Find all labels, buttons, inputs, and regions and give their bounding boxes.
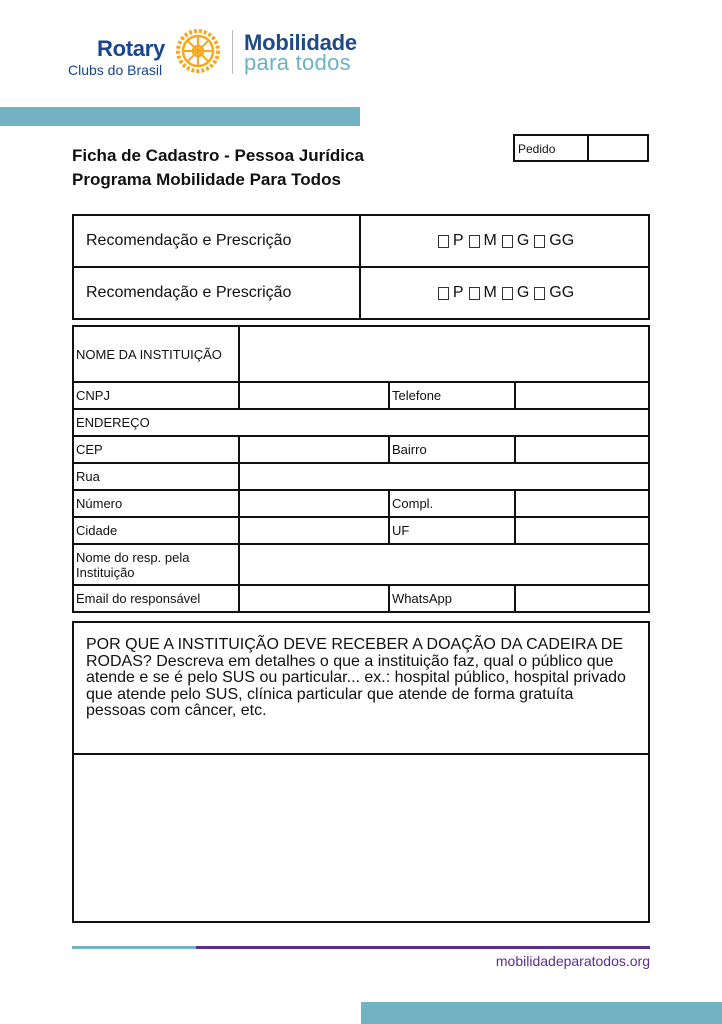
program-logo-subtitle: para todos: [244, 50, 351, 75]
recommendation-row: [74, 216, 648, 266]
form-subtitle: Programa Mobilidade Para Todos: [72, 170, 341, 189]
size-options: [361, 268, 648, 318]
pedido-label: Pedido: [515, 136, 589, 160]
form-title: Ficha de Cadastro - Pessoa Jurídica: [72, 146, 364, 165]
logo-divider: [232, 30, 233, 74]
compl-label: Compl.: [390, 491, 516, 516]
row-nome: [74, 327, 648, 381]
endereco-label: ENDEREÇO: [76, 415, 150, 430]
email-label: Email do responsável: [74, 586, 240, 611]
cnpj-label: CNPJ: [74, 383, 240, 408]
nome-field[interactable]: [240, 327, 648, 381]
whatsapp-label: WhatsApp: [390, 586, 516, 611]
decorative-bar-top: [0, 107, 360, 126]
recommendation-label: Recomendação e Prescrição: [74, 268, 361, 318]
rotary-wheel-icon: [175, 28, 221, 74]
checkbox-m[interactable]: [469, 235, 480, 248]
row-cep: [74, 435, 648, 462]
row-responsavel: [74, 543, 648, 584]
row-numero: [74, 489, 648, 516]
pedido-field[interactable]: [589, 136, 647, 160]
telefone-label: Telefone: [390, 383, 516, 408]
checkbox-gg[interactable]: [534, 235, 545, 248]
numero-label: Número: [74, 491, 240, 516]
telefone-field[interactable]: [516, 383, 648, 408]
bairro-field[interactable]: [516, 437, 648, 462]
cep-label: CEP: [74, 437, 240, 462]
checkbox-g[interactable]: [502, 235, 513, 248]
rotary-logo-text: Rotary: [97, 36, 165, 61]
whatsapp-field[interactable]: [516, 586, 648, 611]
question-box: [72, 621, 650, 923]
checkbox-g[interactable]: [502, 287, 513, 300]
row-endereco: [74, 408, 648, 435]
program-logo-text: Mobilidade: [244, 30, 357, 55]
row-cidade: [74, 516, 648, 543]
website-link[interactable]: mobilidadeparatodos.org: [495, 953, 650, 969]
row-email: [74, 584, 648, 611]
size-label: GG: [549, 284, 575, 301]
recommendation-table: [72, 214, 650, 320]
size-label: GG: [549, 232, 575, 249]
checkbox-p[interactable]: [438, 235, 449, 248]
recommendation-row: [74, 266, 648, 318]
numero-field[interactable]: [240, 491, 390, 516]
footer-line-teal: [72, 946, 196, 949]
bairro-label: Bairro: [390, 437, 516, 462]
email-field[interactable]: [240, 586, 390, 611]
uf-label: UF: [390, 518, 516, 543]
checkbox-m[interactable]: [469, 287, 480, 300]
size-label: G: [516, 232, 530, 249]
size-label: P: [452, 284, 464, 301]
size-label: M: [483, 232, 497, 249]
recommendation-label: Recomendação e Prescrição: [74, 216, 361, 266]
size-label: P: [452, 232, 464, 249]
uf-field[interactable]: [516, 518, 648, 543]
rua-field[interactable]: [240, 464, 648, 489]
checkbox-gg[interactable]: [534, 287, 545, 300]
responsavel-label: Nome do resp. pela Instituição: [74, 545, 240, 584]
footer-line-purple: [196, 946, 650, 949]
nome-label: NOME DA INSTITUIÇÃO: [74, 327, 240, 381]
size-options: [361, 216, 648, 266]
checkbox-p[interactable]: [438, 287, 449, 300]
rotary-logo-subtitle: Clubs do Brasil: [68, 62, 163, 78]
row-rua: [74, 462, 648, 489]
cnpj-field[interactable]: [240, 383, 390, 408]
compl-field[interactable]: [516, 491, 648, 516]
responsavel-field[interactable]: [240, 545, 648, 584]
answer-field[interactable]: [74, 755, 648, 921]
rua-label: Rua: [74, 464, 240, 489]
cep-field[interactable]: [240, 437, 390, 462]
decorative-bar-bottom: [361, 1002, 722, 1024]
size-label: G: [516, 284, 530, 301]
cidade-field[interactable]: [240, 518, 390, 543]
size-label: M: [483, 284, 497, 301]
question-text: POR QUE A INSTITUIÇÃO DEVE RECEBER A DOAÇÃO DA CADEIRA DE RODAS? Descreva em detalhes o que a instituição faz, qual o público que atende e se é pelo SUS ou particular... ex.: hospital público, hospital privado que atende pelo SUS, clínica particular que atende de forma gratuíta pessoas com câncer, etc.: [74, 623, 648, 755]
row-cnpj: [74, 381, 648, 408]
cidade-label: Cidade: [74, 518, 240, 543]
institution-table: [72, 325, 650, 613]
pedido-box: [513, 134, 649, 162]
